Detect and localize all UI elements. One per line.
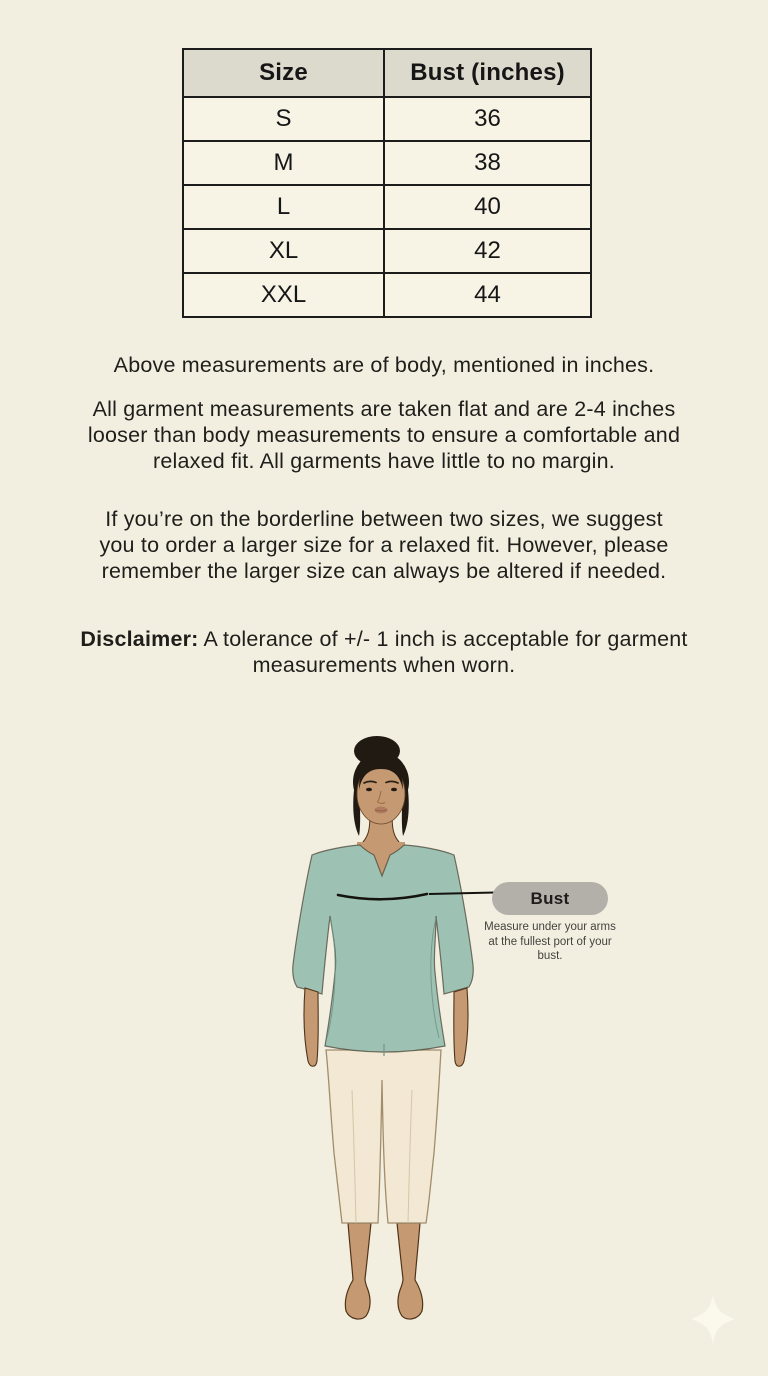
note-garment-measurements: All garment measurements are taken flat and are 2-4 inches looser than body measurements to ensure a comfortable and relaxed fit. All garments have little to no margin. [87, 397, 681, 473]
tunic-top [293, 845, 474, 1056]
size-cell: XL [183, 229, 384, 273]
disclaimer-label: Disclaimer: [80, 627, 199, 651]
bust-cell: 44 [384, 273, 591, 317]
size-cell: L [183, 185, 384, 229]
size-cell: XXL [183, 273, 384, 317]
lips [375, 807, 388, 814]
table-row [183, 141, 591, 185]
bust-caption: Measure under your arms at the fullest port of your bust. [484, 921, 616, 962]
table-row [183, 273, 591, 317]
right-eye [391, 788, 397, 792]
bust-cell: 36 [384, 97, 591, 141]
table-header-row [183, 49, 591, 97]
disclaimer [0, 626, 768, 678]
table-row [183, 229, 591, 273]
size-column-header: Size [183, 49, 384, 97]
table-row [183, 185, 591, 229]
note-body-measurements: Above measurements are of body, mentioned in inches. [113, 353, 655, 377]
bust-label-pill [492, 882, 608, 915]
face [357, 762, 405, 824]
disclaimer-text: A tolerance of +/- 1 inch is acceptable for garment [203, 627, 688, 651]
size-cell: S [183, 97, 384, 141]
woman-figure-illustration [260, 720, 620, 1340]
disclaimer-text-line2: measurements when worn. [252, 653, 516, 677]
sparkle-icon [691, 1294, 735, 1344]
left-eye [366, 788, 372, 792]
size-cell: M [183, 141, 384, 185]
size-table [182, 48, 592, 318]
pants [326, 1050, 441, 1223]
bust-cell: 40 [384, 185, 591, 229]
note-borderline-sizes: If you’re on the borderline between two sizes, we suggest you to order a larger size for a relaxed fit. However, please remember the larger size can always be altered if needed. [99, 507, 669, 583]
legs-and-feet [345, 1223, 422, 1319]
bust-label: Bust [530, 888, 570, 908]
bust-column-header: Bust (inches) [384, 49, 591, 97]
table-row [183, 97, 591, 141]
bust-cell: 42 [384, 229, 591, 273]
bust-cell: 38 [384, 141, 591, 185]
